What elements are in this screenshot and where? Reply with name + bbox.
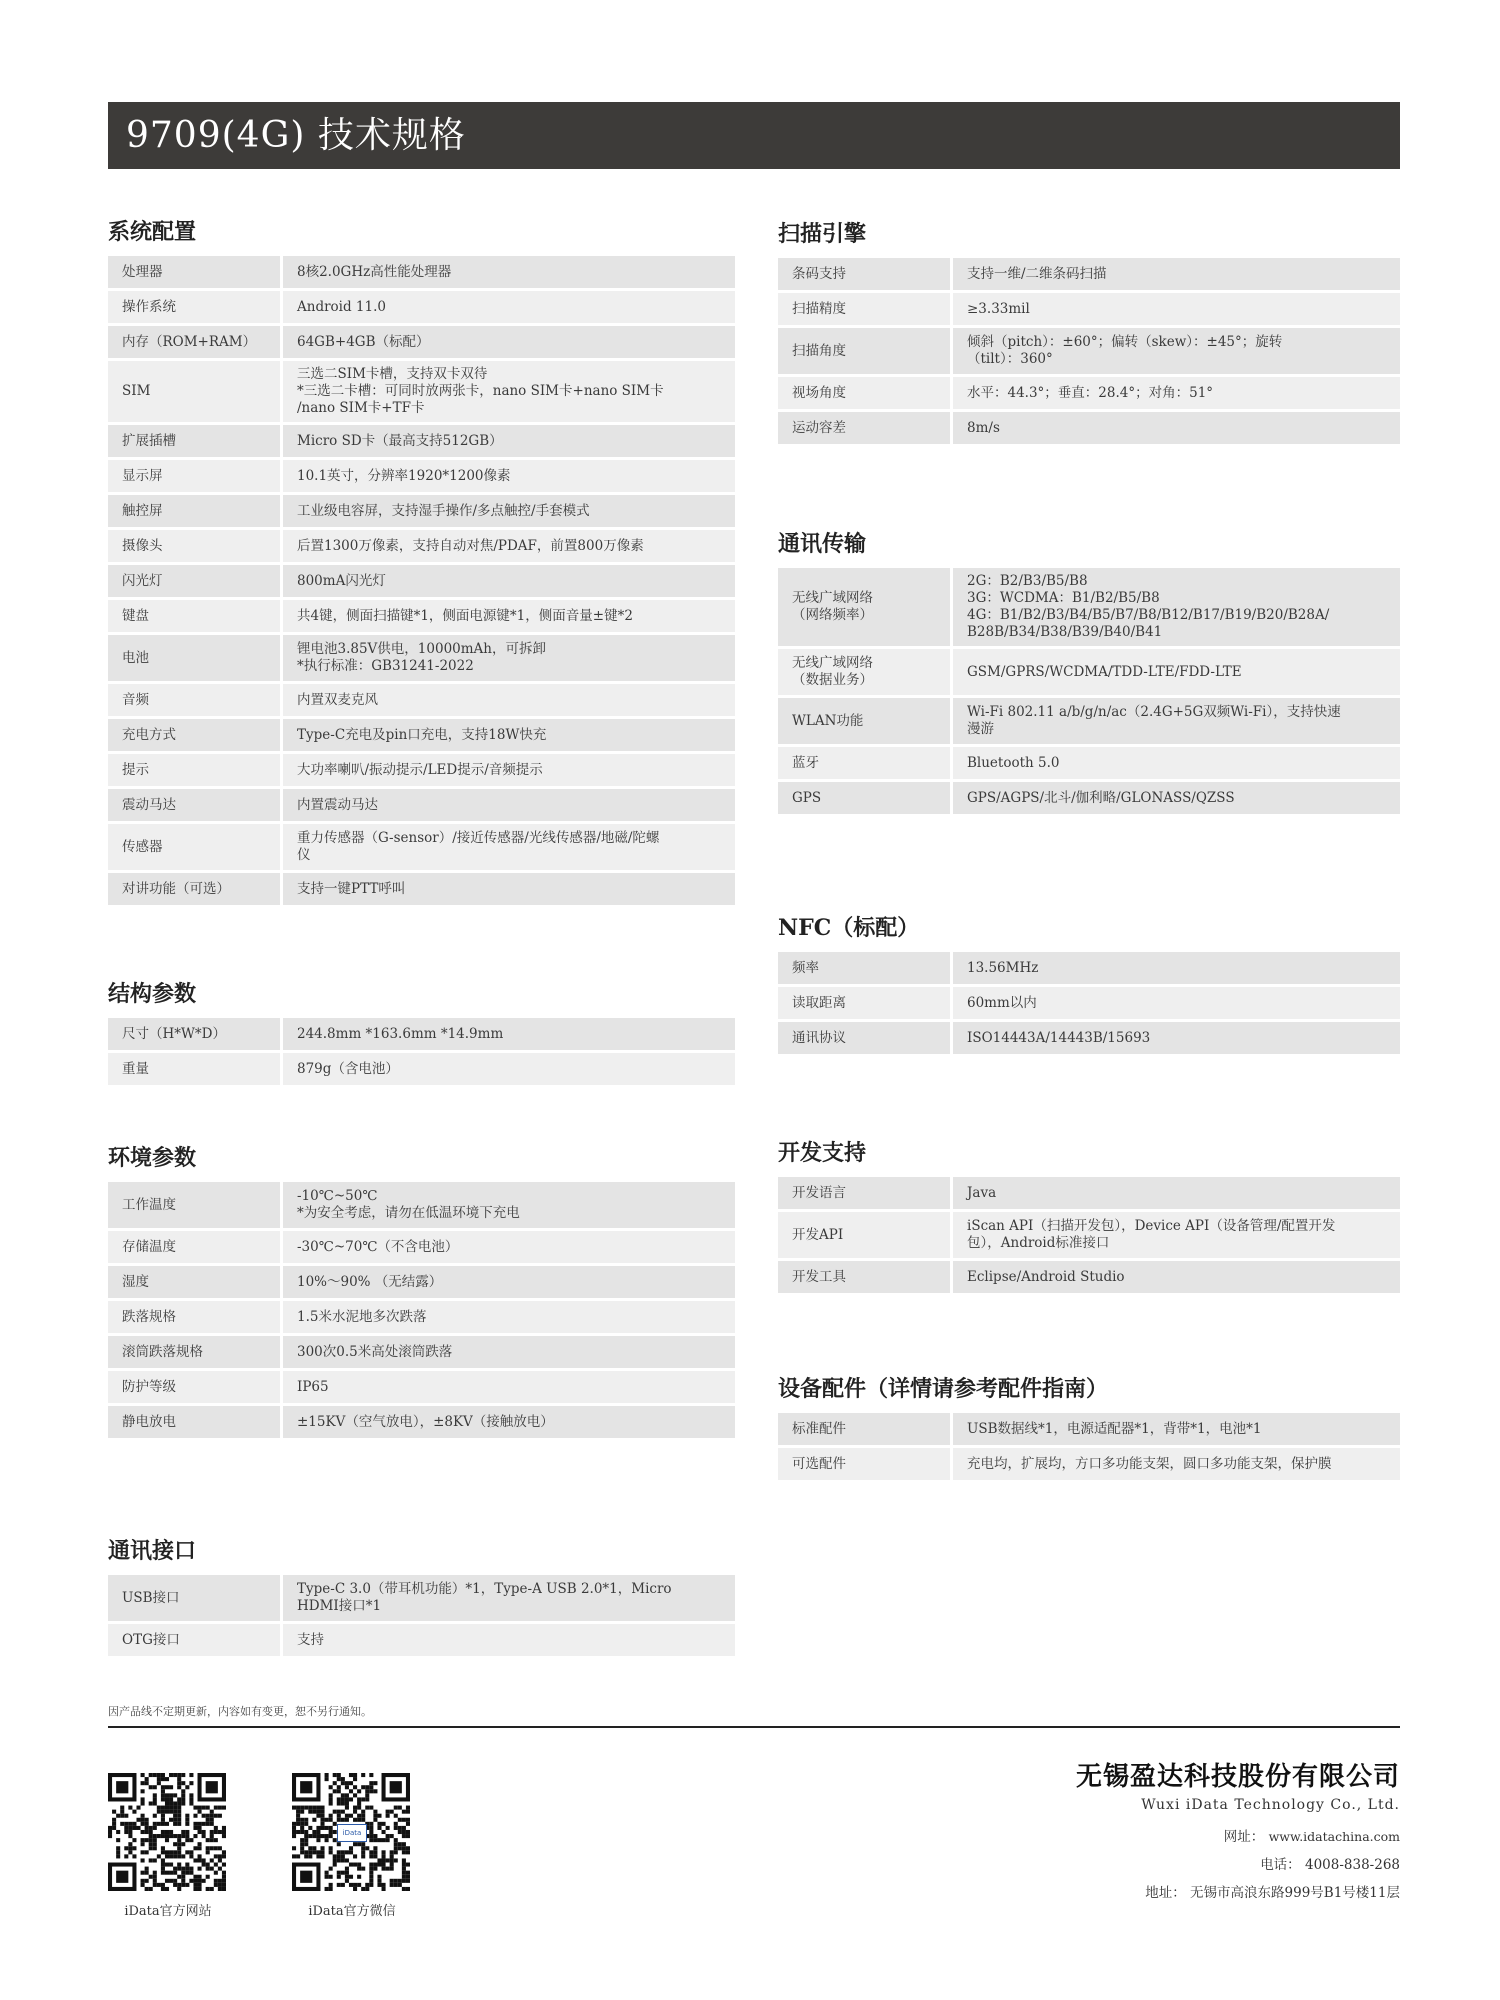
spec-key [108,425,283,457]
spec-value [953,1413,1400,1445]
spec-row [778,1413,1400,1445]
spec-key-line: 对讲功能（可选） [122,880,230,897]
spec-key-line: 闪光灯 [122,572,163,589]
section-title: 通讯接口 [108,1538,197,1564]
spec-value-line: Android 11.0 [297,298,386,315]
spec-key [778,293,953,325]
address-label: 地址： [1145,1885,1186,1901]
spec-key [108,824,283,870]
spec-row [108,1301,735,1333]
spec-value [953,698,1400,744]
spec-row [108,565,735,597]
page-title: 9709(4G) 技术规格 [108,102,1400,169]
spec-row [108,1231,735,1263]
spec-row [778,1261,1400,1293]
spec-key-line: 开发工具 [792,1268,846,1285]
spec-key-line: WLAN功能 [792,712,864,729]
spec-value-line: 8核2.0GHz高性能处理器 [297,263,452,280]
spec-value [953,258,1400,290]
spec-value-line: 1.5米水泥地多次跌落 [297,1308,427,1325]
spec-table [108,1179,735,1441]
spec-key [778,258,953,290]
spec-value [283,1018,735,1050]
spec-key [778,698,953,744]
spec-row [108,600,735,632]
spec-key [108,1301,283,1333]
website-value: www.idatachina.com [1268,1829,1400,1844]
spec-key-line: 条码支持 [792,265,846,282]
spec-value-line: 内置双麦克风 [297,691,378,708]
spec-row [778,1177,1400,1209]
spec-key-line: 开发API [792,1226,844,1243]
spec-value [283,684,735,716]
spec-value [283,1371,735,1403]
spec-key-line: 扫描角度 [792,342,846,359]
spec-row [778,1212,1400,1258]
section-structure [108,974,735,1088]
spec-row [108,824,735,870]
section-title: 结构参数 [108,981,197,1007]
spec-key [778,747,953,779]
section-title: 通讯传输 [778,531,867,557]
spec-key [778,952,953,984]
spec-key [108,495,283,527]
spec-key [778,782,953,814]
spec-value-line: 包），Android标准接口 [967,1235,1110,1251]
spec-key-line: 扫描精度 [792,300,846,317]
spec-key [108,1575,283,1621]
section-dev-support [778,1133,1400,1296]
spec-row [108,1018,735,1050]
spec-key-line: 蓝牙 [792,754,819,771]
spec-value [953,328,1400,374]
spec-value [953,952,1400,984]
spec-value-line: 2G：B2/B3/B5/B8 [967,573,1088,589]
spec-key-line: 尺寸（H*W*D） [122,1025,226,1042]
spec-value-line: 支持 [297,1631,324,1648]
spec-key-line: 键盘 [122,607,149,624]
spec-value-line: USB数据线*1，电源适配器*1，背带*1，电池*1 [967,1420,1262,1437]
spec-value [283,754,735,786]
spec-value [283,256,735,288]
spec-table [778,1410,1400,1483]
spec-key [778,1212,953,1258]
section-interfaces [108,1531,735,1659]
spec-key [108,1371,283,1403]
spec-key [778,1177,953,1209]
spec-table [108,253,735,908]
spec-row [778,328,1400,374]
spec-key [778,412,953,444]
spec-value [953,293,1400,325]
spec-row [108,1182,735,1228]
company-phone [1260,1853,1400,1873]
spec-key [778,987,953,1019]
spec-value-line: 水平：44.3°；垂直：28.4°；对角：51° [967,384,1214,401]
spec-row [108,1575,735,1621]
spec-value-line: -10℃~50℃ [297,1188,378,1204]
spec-row [778,987,1400,1019]
spec-value [283,1336,735,1368]
spec-key-line: 传感器 [122,838,163,855]
company-name-en: Wuxi iData Technology Co., Ltd. [1141,1797,1400,1813]
spec-row [108,1053,735,1085]
spec-row [108,873,735,905]
spec-value-line: B28B/B34/B38/B39/B40/B41 [967,624,1163,640]
spec-value [283,635,735,681]
spec-key [108,460,283,492]
spec-value [953,649,1400,695]
qr-wechat-label: iData官方微信 [308,1904,396,1919]
spec-value-line: 10.1英寸，分辨率1920*1200像素 [297,467,511,484]
spec-value [283,873,735,905]
spec-value-line: 879g（含电池） [297,1060,399,1077]
spec-value [953,412,1400,444]
spec-value [283,361,735,422]
spec-key [778,649,953,695]
section-title: 开发支持 [778,1140,867,1166]
spec-value [283,1053,735,1085]
spec-value [283,719,735,751]
spec-value [283,565,735,597]
spec-key-line: 重量 [122,1060,149,1077]
address-value: 无锡市高浪东路999号B1号楼11层 [1190,1885,1400,1901]
spec-key [108,635,283,681]
spec-key-line: GPS [792,789,822,806]
spec-value [283,1575,735,1621]
spec-row [108,425,735,457]
spec-value [283,495,735,527]
spec-key-line: 摄像头 [122,537,163,554]
spec-key-line: 湿度 [122,1273,149,1290]
spec-value-line: Type-C 3.0（带耳机功能）*1，Type-A USB 2.0*1，Micro [297,1581,672,1597]
qr-center-logo: iData [337,1824,367,1842]
spec-key-line: 通讯协议 [792,1029,846,1046]
spec-value-line: Type-C充电及pin口充电，支持18W快充 [297,726,547,743]
section-environment [108,1138,735,1441]
spec-value-line: ±15KV（空气放电），±8KV（接触放电） [297,1413,554,1430]
spec-key-line: 视场角度 [792,384,846,401]
spec-row [778,1448,1400,1480]
spec-value [283,1624,735,1656]
spec-value-line: Micro SD卡（最高支持512GB） [297,432,503,449]
section-system-config [108,212,735,908]
spec-key-line: 操作系统 [122,298,176,315]
spec-table [778,1174,1400,1296]
spec-value [283,530,735,562]
spec-value-line: Eclipse/Android Studio [967,1268,1125,1285]
spec-key [778,377,953,409]
spec-row [778,747,1400,779]
section-communication [778,524,1400,817]
spec-value [283,1266,735,1298]
section-title: 环境参数 [108,1145,197,1171]
qr-code-website [108,1773,226,1891]
spec-row [778,568,1400,646]
spec-value-line: 共4键，侧面扫描键*1，侧面电源键*1，侧面音量±键*2 [297,607,633,624]
spec-value [283,1406,735,1438]
spec-value-line: 8m/s [967,419,1000,436]
spec-row [778,1022,1400,1054]
spec-row [108,1266,735,1298]
company-name-cn: 无锡盈达科技股份有限公司 [1075,1762,1400,1792]
spec-key [778,1022,953,1054]
spec-key-line: 触控屏 [122,502,163,519]
spec-key-line: 扩展插槽 [122,432,176,449]
spec-row [778,258,1400,290]
spec-table [778,949,1400,1057]
spec-value [953,568,1400,646]
spec-key [108,291,283,323]
spec-row [108,460,735,492]
spec-row [108,1624,735,1656]
spec-key-line: 滚筒跌落规格 [122,1343,203,1360]
spec-row [108,1406,735,1438]
spec-value [283,326,735,358]
spec-value-line: /nano SIM卡+TF卡 [297,400,425,416]
spec-table [108,1572,735,1659]
spec-key-line: 电池 [122,649,149,666]
spec-value-line: iScan API（扫描开发包），Device API（设备管理/配置开发 [967,1218,1336,1234]
spec-value [283,460,735,492]
spec-key-line: 可选配件 [792,1455,846,1472]
spec-value [283,1231,735,1263]
spec-value-line: HDMI接口*1 [297,1598,382,1614]
spec-value [953,1448,1400,1480]
spec-table [778,255,1400,447]
spec-key-line: 震动马达 [122,796,176,813]
spec-key [108,789,283,821]
spec-key [108,719,283,751]
spec-key [108,361,283,422]
spec-value-line: 漫游 [967,721,994,737]
spec-key-line: 音频 [122,691,149,708]
spec-key [108,1182,283,1228]
spec-value [283,425,735,457]
spec-key-line: USB接口 [122,1589,180,1606]
spec-value [283,824,735,870]
phone-label: 电话： [1260,1857,1301,1873]
spec-value [953,377,1400,409]
spec-value-line: 支持一维/二维条码扫描 [967,265,1107,282]
spec-key [778,1448,953,1480]
spec-key [108,530,283,562]
spec-key-line: 处理器 [122,263,163,280]
spec-value-line: 300次0.5米高处滚筒跌落 [297,1343,453,1360]
spec-key-line: 提示 [122,761,149,778]
company-website [1224,1825,1400,1845]
spec-value [953,987,1400,1019]
spec-value [953,1261,1400,1293]
spec-row [778,412,1400,444]
section-accessories [778,1369,1400,1483]
spec-table [108,1015,735,1088]
spec-value-line: *三选二卡槽：可同时放两张卡，nano SIM卡+nano SIM卡 [297,383,664,399]
spec-value-line: 244.8mm *163.6mm *14.9mm [297,1025,504,1042]
spec-value-line: *为安全考虑，请勿在低温环境下充电 [297,1205,520,1221]
spec-key-line: 运动容差 [792,419,846,436]
spec-value-line: 仪 [297,847,311,863]
spec-key-line: 存储温度 [122,1238,176,1255]
spec-value [283,789,735,821]
spec-value-line: 内置震动马达 [297,796,378,813]
spec-key [108,1266,283,1298]
spec-value-line: 充电均，扩展均，方口多功能支架，圆口多功能支架，保护膜 [967,1455,1332,1472]
spec-value-line: 工业级电容屏，支持湿手操作/多点触控/手套模式 [297,502,590,519]
spec-key-line: 跌落规格 [122,1308,176,1325]
spec-key [108,256,283,288]
section-title: 扫描引擎 [778,221,867,247]
spec-key-line: 静电放电 [122,1413,176,1430]
spec-row [108,256,735,288]
qr-code-wechat [292,1773,410,1891]
spec-value-line: ≥3.33mil [967,300,1030,317]
spec-value-line: 4G：B1/B2/B3/B4/B5/B7/B8/B12/B17/B19/B20/B28A/ [967,607,1330,623]
spec-row [778,782,1400,814]
spec-value [953,1212,1400,1258]
spec-key [108,1336,283,1368]
spec-row [108,789,735,821]
spec-value [953,1022,1400,1054]
spec-value-line: 支持一键PTT呼叫 [297,880,406,897]
spec-value [953,1177,1400,1209]
spec-key [108,1231,283,1263]
spec-row [108,530,735,562]
spec-key [108,1018,283,1050]
spec-key [108,565,283,597]
section-title: NFC（标配） [778,915,920,941]
spec-value-line: 800mA闪光灯 [297,572,386,589]
spec-value-line: 三选二SIM卡槽，支持双卡双待 [297,366,488,382]
spec-key [778,328,953,374]
spec-row [108,495,735,527]
spec-key [108,873,283,905]
spec-row [778,377,1400,409]
spec-key-line: 无线广域网络 [792,590,873,606]
spec-row [108,1371,735,1403]
footer-divider [108,1726,1400,1728]
spec-row [108,291,735,323]
spec-value-line: 后置1300万像素，支持自动对焦/PDAF，前置800万像素 [297,537,644,554]
spec-value [953,747,1400,779]
spec-key [108,1624,283,1656]
spec-value-line: IP65 [297,1378,329,1395]
spec-value-line: GPS/AGPS/北斗/伽利略/GLONASS/QZSS [967,789,1235,806]
section-nfc [778,908,1400,1057]
spec-row [108,719,735,751]
spec-value [953,782,1400,814]
spec-value-line: ISO14443A/14443B/15693 [967,1029,1151,1046]
spec-value-line: 3G：WCDMA：B1/B2/B5/B8 [967,590,1160,606]
spec-value-line: GSM/GPRS/WCDMA/TDD-LTE/FDD-LTE [967,663,1242,680]
spec-key-line: （数据业务） [792,672,873,688]
spec-key [108,1053,283,1085]
disclaimer-note: 因产品线不定期更新，内容如有变更，恕不另行通知。 [108,1705,372,1718]
spec-key-line: 防护等级 [122,1378,176,1395]
spec-key [778,1261,953,1293]
section-title: 设备配件（详情请参考配件指南） [778,1376,1109,1402]
spec-value [283,1182,735,1228]
spec-key-line: 读取距离 [792,994,846,1011]
spec-row [108,684,735,716]
spec-value-line: Bluetooth 5.0 [967,754,1060,771]
phone-value: 4008-838-268 [1304,1857,1400,1873]
section-scan-engine [778,214,1400,447]
spec-value-line: 大功率喇叭/振动提示/LED提示/音频提示 [297,761,543,778]
qr-website-label: iData官方网站 [124,1904,212,1919]
spec-value-line: Wi-Fi 802.11 a/b/g/n/ac（2.4G+5G双频Wi-Fi），支持快速 [967,704,1341,720]
spec-row [108,635,735,681]
spec-key [108,326,283,358]
spec-value [283,291,735,323]
spec-key-line: SIM [122,383,151,399]
website-label: 网址： [1223,1829,1265,1845]
spec-row [778,293,1400,325]
spec-value-line: 64GB+4GB（标配） [297,333,430,350]
spec-row [108,1336,735,1368]
spec-key-line: 内存（ROM+RAM） [122,333,257,350]
spec-row [108,326,735,358]
spec-value-line: Java [967,1184,997,1201]
spec-row [778,649,1400,695]
spec-value-line: 60mm以内 [967,994,1037,1011]
spec-key-line: 充电方式 [122,726,176,743]
spec-value-line: *执行标准：GB31241-2022 [297,658,474,674]
spec-value-line: （tilt）：360° [967,351,1053,367]
spec-table [778,565,1400,817]
spec-key-line: （网络频率） [792,607,873,623]
spec-key [108,754,283,786]
spec-value-line: 13.56MHz [967,959,1039,976]
spec-key [108,1406,283,1438]
spec-value-line: 倾斜（pitch）：±60°；偏转（skew）：±45°；旋转 [967,334,1283,350]
spec-row [108,754,735,786]
spec-value-line: -30℃~70℃（不含电池） [297,1238,459,1255]
spec-key-line: 无线广域网络 [792,655,873,671]
spec-value-line: 锂电池3.85V供电，10000mAh，可拆卸 [297,641,546,657]
spec-row [778,698,1400,744]
spec-key [778,1413,953,1445]
spec-value [283,1301,735,1333]
spec-value [283,600,735,632]
spec-key-line: 标准配件 [792,1420,846,1437]
spec-key-line: 工作温度 [122,1196,176,1213]
spec-key-line: 频率 [792,959,819,976]
spec-value-line: 10%～90% （无结露） [297,1273,443,1290]
spec-key-line: OTG接口 [122,1631,180,1648]
spec-key-line: 开发语言 [792,1184,846,1201]
spec-key [108,600,283,632]
spec-key [108,684,283,716]
spec-key [778,568,953,646]
spec-key-line: 显示屏 [122,467,163,484]
spec-row [108,361,735,422]
spec-row [778,952,1400,984]
company-address [1145,1881,1400,1901]
spec-value-line: 重力传感器（G-sensor）/接近传感器/光线传感器/地磁/陀螺 [297,830,660,846]
section-title: 系统配置 [108,219,197,245]
